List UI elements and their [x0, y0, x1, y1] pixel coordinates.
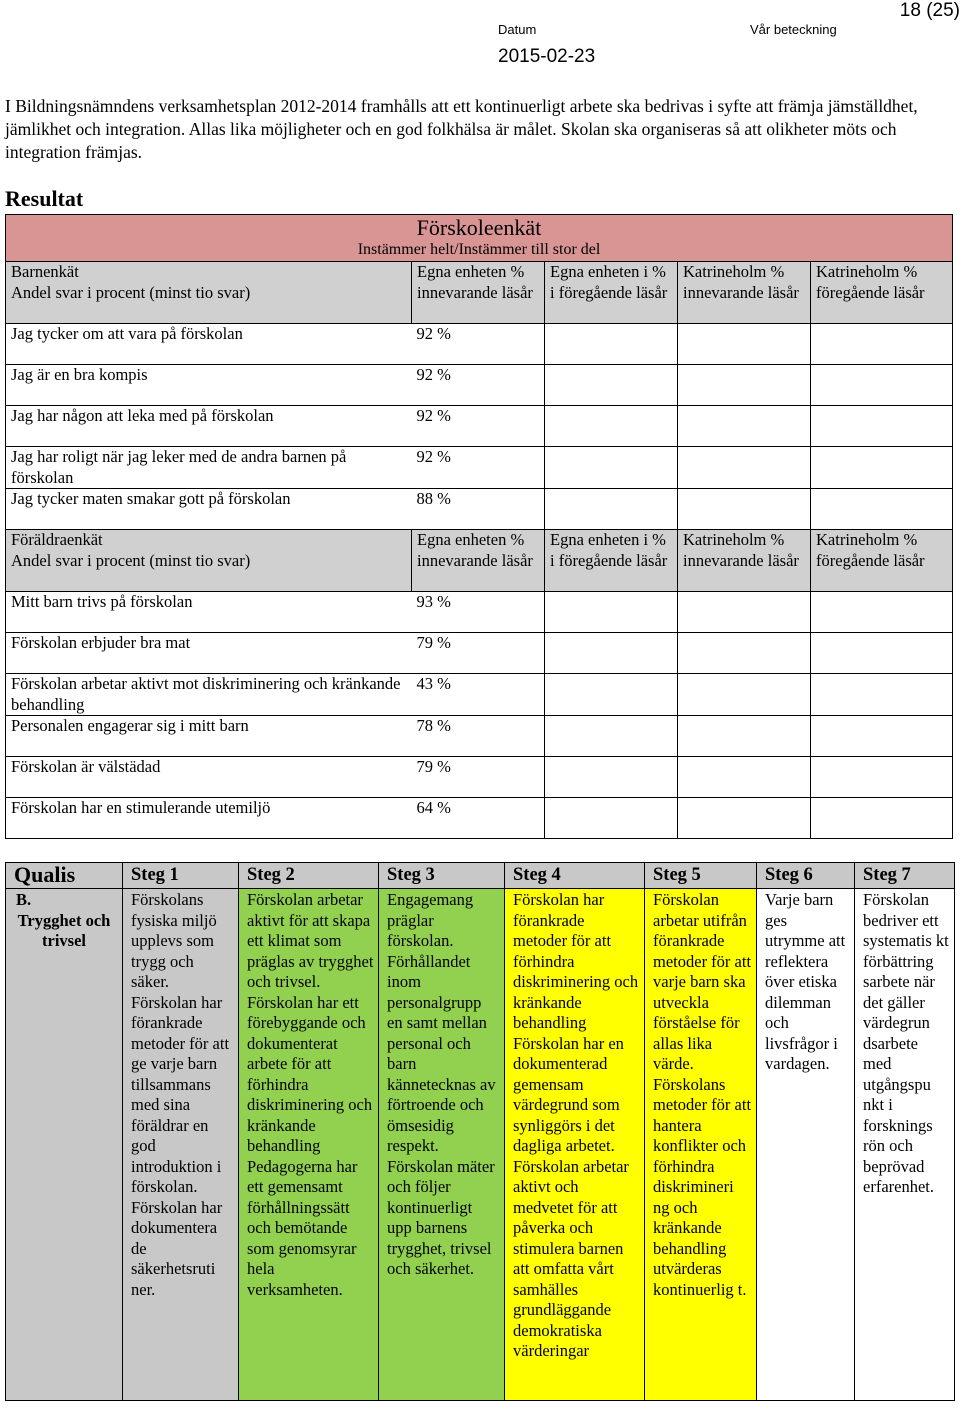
empty-cell — [545, 489, 678, 530]
page-number: 18 (25) — [899, 0, 960, 21]
empty-cell — [811, 633, 953, 674]
table-row — [6, 633, 953, 674]
step-header: Steg 6 — [757, 863, 855, 889]
empty-cell — [678, 716, 811, 757]
barnenkat-label: Barnenkät — [11, 262, 79, 281]
value-cell: 79 % — [412, 633, 545, 674]
value-cell: 93 % — [412, 592, 545, 633]
question-cell: Mitt barn trivs på förskolan — [6, 592, 412, 633]
question-cell: Förskolan har en stimulerande utemiljö — [6, 798, 412, 839]
qualis-title: Qualis — [6, 863, 123, 889]
step-cell: Förskolans fysiska miljö upplevs som trygg och säker. Förskolan har förankrade metoder för att ge varje barn tillsammans med sina föräldrar en god introduktion i förskolan. Förskolan har dokumentera de säkerhetsruti ner. — [123, 889, 239, 1401]
intro-paragraph: I Bildningsnämndens verksamhetsplan 2012-2014 framhålls att ett kontinuerligt arbete ska bedrivas i syfte att främja jämställdhet, jämlikhet och integration. Allas lika möjligheter och en god folkhälsa är målet. Skolan ska organiseras så att olikheter möts och integration främjas. — [5, 96, 918, 162]
question-cell: Jag tycker om att vara på förskolan — [6, 324, 412, 365]
question-cell: Jag har roligt när jag leker med de andra barnen på förskolan — [6, 447, 412, 489]
question-cell: Förskolan är välstädad — [6, 757, 412, 798]
qualis-table — [5, 862, 955, 1401]
table-row — [6, 592, 953, 633]
step-cell: Förskolan arbetar utifrån förankrade metoder för att varje barn ska utveckla förståelse för allas lika värde. Förskolans metoder för att hantera konflikter och förhindra diskrimineri ng och kränkande behandling utvärderas kontinuerlig t. — [645, 889, 757, 1401]
column-header: Katrineholm % föregående läsår — [811, 530, 953, 592]
value-cell: 79 % — [412, 757, 545, 798]
empty-cell — [678, 674, 811, 716]
value-cell: 92 % — [412, 324, 545, 365]
table-row — [6, 716, 953, 757]
table-row — [6, 757, 953, 798]
column-header: Katrineholm % föregående läsår — [811, 262, 953, 324]
empty-cell — [811, 592, 953, 633]
empty-cell — [811, 406, 953, 447]
empty-cell — [545, 447, 678, 489]
empty-cell — [811, 365, 953, 406]
column-header: Egna enheten % innevarande läsår — [412, 262, 545, 324]
empty-cell — [545, 716, 678, 757]
empty-cell — [678, 633, 811, 674]
value-cell: 92 % — [412, 447, 545, 489]
category-letter: B. — [16, 890, 32, 909]
empty-cell — [678, 489, 811, 530]
table-row — [6, 674, 953, 716]
empty-cell — [545, 674, 678, 716]
table-row — [6, 798, 953, 839]
value-cell: 88 % — [412, 489, 545, 530]
barnenkat-header — [6, 262, 412, 324]
category-cell — [6, 889, 123, 1401]
empty-cell — [811, 447, 953, 489]
empty-cell — [678, 592, 811, 633]
value-cell: 43 % — [412, 674, 545, 716]
value-cell: 92 % — [412, 406, 545, 447]
table-row — [6, 447, 953, 489]
question-cell: Jag har någon att leka med på förskolan — [6, 406, 412, 447]
empty-cell — [545, 365, 678, 406]
empty-cell — [545, 757, 678, 798]
step-cell: Förskolan har förankrade metoder för att förhindra diskriminering och kränkande behandling Förskolan har en dokumenterad gemensam värdegrund som synliggörs i det dagliga arbetet. Förskolan arbetar aktivt och medvetet för att påverka och stimulera barnen att omfatta vårt samhälles grundläggande demokratiska värderingar — [505, 889, 645, 1401]
date-label: Datum — [498, 22, 537, 37]
step-header: Steg 7 — [855, 863, 955, 889]
survey-title-cell — [6, 215, 953, 262]
survey-subtitle: Instämmer helt/Instämmer till stor del — [357, 241, 601, 258]
empty-cell — [811, 674, 953, 716]
step-header: Steg 5 — [645, 863, 757, 889]
column-header: Egna enheten i % i föregående läsår — [545, 530, 678, 592]
step-cell: Förskolan bedriver ett systematis kt förbättring sarbete när det gäller värdegrun dsarbete med utgångspu nkt i forsknings rön och beprövad erfarenhet. — [855, 889, 955, 1401]
empty-cell — [678, 406, 811, 447]
empty-cell — [545, 592, 678, 633]
empty-cell — [678, 798, 811, 839]
empty-cell — [678, 757, 811, 798]
step-header: Steg 2 — [239, 863, 379, 889]
document-date: 2015-02-23 — [498, 46, 596, 67]
column-header: Egna enheten % innevarande läsår — [412, 530, 545, 592]
barnenkat-sub: Andel svar i procent (minst tio svar) — [11, 282, 251, 302]
empty-cell — [811, 757, 953, 798]
table-row — [6, 489, 953, 530]
value-cell: 78 % — [412, 716, 545, 757]
question-cell: Förskolan arbetar aktivt mot diskriminering och kränkande behandling — [6, 674, 412, 716]
empty-cell — [545, 633, 678, 674]
step-cell: Varje barn ges utrymme att reflektera över etiska dilemman och livsfrågor i vardagen. — [757, 889, 855, 1401]
section-title: Resultat — [5, 186, 84, 211]
column-header: Katrineholm % innevarande läsår — [678, 262, 811, 324]
column-header: Egna enheten i % i föregående läsår — [545, 262, 678, 324]
value-cell: 64 % — [412, 798, 545, 839]
reference-label: Vår beteckning — [750, 22, 837, 37]
category-name: Trygghet och trivsel — [17, 910, 111, 950]
question-cell: Jag är en bra kompis — [6, 365, 412, 406]
foraldraenkat-label: Föräldraenkät — [11, 530, 103, 549]
empty-cell — [545, 798, 678, 839]
empty-cell — [811, 489, 953, 530]
empty-cell — [811, 716, 953, 757]
question-cell: Förskolan erbjuder bra mat — [6, 633, 412, 674]
survey-table — [5, 214, 953, 839]
table-row — [6, 324, 953, 365]
question-cell: Jag tycker maten smakar gott på förskolan — [6, 489, 412, 530]
column-header: Katrineholm % innevarande läsår — [678, 530, 811, 592]
step-cell: Engagemang präglar förskolan. Förhållandet inom personalgrupp en samt mellan personal och barn kännetecknas av förtroende och ömsesidig respekt. Förskolan mäter och följer kontinuerligt upp barnens trygghet, trivsel och säkerhet. — [379, 889, 505, 1401]
survey-title: Förskoleenkät — [416, 215, 542, 240]
foraldraenkat-sub: Andel svar i procent (minst tio svar) — [11, 550, 251, 570]
table-row — [6, 365, 953, 406]
value-cell: 92 % — [412, 365, 545, 406]
empty-cell — [545, 406, 678, 447]
step-header: Steg 1 — [123, 863, 239, 889]
question-cell: Personalen engagerar sig i mitt barn — [6, 716, 412, 757]
step-cell: Förskolan arbetar aktivt för att skapa ett klimat som präglas av trygghet och trivsel. Förskolan har ett förebyggande och dokumenterat arbete för att förhindra diskriminering och kränkande behandling Pedagogerna har ett gemensamt förhållningssätt och bemötande som genomsyrar hela verksamheten. — [239, 889, 379, 1401]
table-row — [6, 406, 953, 447]
step-header: Steg 4 — [505, 863, 645, 889]
empty-cell — [678, 447, 811, 489]
empty-cell — [678, 324, 811, 365]
empty-cell — [811, 798, 953, 839]
foraldraenkat-header — [6, 530, 412, 592]
empty-cell — [678, 365, 811, 406]
empty-cell — [545, 324, 678, 365]
empty-cell — [811, 324, 953, 365]
step-header: Steg 3 — [379, 863, 505, 889]
